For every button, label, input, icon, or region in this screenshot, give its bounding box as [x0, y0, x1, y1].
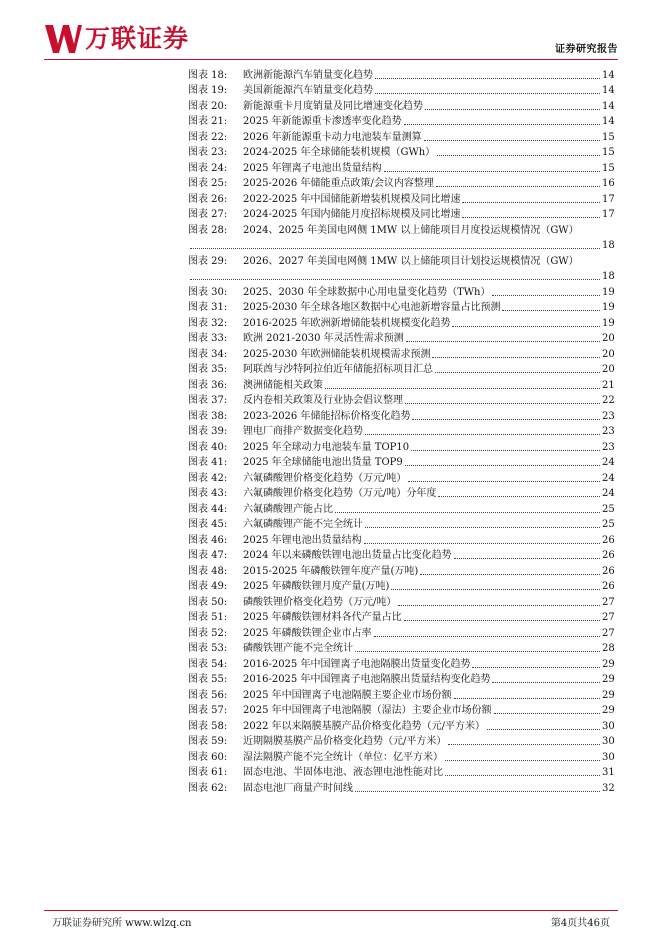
toc-entry[interactable] — [188, 175, 614, 191]
toc-entry-page: 14 — [602, 69, 615, 81]
toc-entry-number: 图表 31: — [188, 302, 228, 313]
toc-entry[interactable] — [188, 407, 614, 423]
toc-entry-number: 图表 59: — [188, 736, 228, 747]
toc-entry-page: 24 — [602, 488, 615, 499]
toc-entry-page: 20 — [602, 364, 615, 375]
toc-entry-number: 图表 57: — [188, 705, 228, 716]
toc-entry-page: 24 — [602, 472, 615, 484]
toc-entry-number: 图表 42: — [188, 472, 228, 484]
toc-leader-dots — [424, 140, 600, 141]
toc-leader-dots — [325, 388, 600, 389]
toc-entry-page: 23 — [602, 410, 615, 422]
toc-entry-number: 图表 60: — [188, 751, 228, 763]
toc-entry[interactable] — [188, 128, 614, 144]
toc-entry-page: 19 — [602, 302, 615, 313]
toc-entry[interactable] — [188, 531, 614, 547]
page-header — [0, 0, 662, 64]
toc-leader-dots — [436, 186, 600, 187]
toc-leader-dots — [355, 651, 600, 652]
toc-entry-title: 磷酸铁锂价格变化趋势（万元/吨） — [243, 596, 397, 608]
toc-leader-dots — [190, 279, 600, 280]
toc-entry[interactable] — [188, 562, 614, 578]
toc-entry-number: 图表 52: — [188, 627, 228, 639]
toc-entry-page: 23 — [602, 441, 615, 453]
brand-name: 万联证券 — [85, 24, 190, 53]
toc-entry[interactable] — [188, 516, 614, 532]
toc-entry-title: 2015-2025 年磷酸铁锂年度产量(万吨) — [243, 565, 419, 577]
toc-entry-title: 2026、2027 年美国电网侧 1MW 以上储能项目计划投运规模情况（GW） — [243, 255, 579, 267]
toc-entry[interactable] — [188, 82, 614, 98]
toc-entry-number: 图表 49: — [188, 581, 228, 592]
toc-entry-title: 2025 年锂电池出货量结构 — [243, 534, 362, 546]
toc-entry-number: 图表 61: — [188, 767, 228, 778]
toc-entry-number: 图表 55: — [188, 674, 228, 685]
toc-entry-title: 2025 年全球动力电池装车量 TOP10 — [243, 441, 410, 453]
toc-entry-title: 美国新能源汽车销量变化趋势 — [243, 85, 373, 96]
toc-entry[interactable] — [188, 113, 614, 129]
toc-leader-dots — [398, 605, 600, 606]
toc-entry-page: 29 — [602, 674, 615, 685]
toc-leader-dots — [452, 326, 600, 327]
toc-entry-page: 26 — [602, 565, 615, 577]
toc-entry-number: 图表 32: — [188, 317, 228, 329]
toc-leader-dots — [494, 713, 600, 714]
toc-entry-page: 26 — [602, 550, 615, 561]
toc-entry[interactable] — [188, 438, 614, 454]
toc-entry-title: 六氟磷酸锂产能不完全统计 — [243, 519, 363, 530]
toc-entry-page: 17 — [602, 193, 615, 205]
toc-entry-number: 图表 43: — [188, 488, 228, 499]
toc-entry[interactable] — [188, 454, 614, 470]
toc-entry-number: 图表 37: — [188, 395, 228, 406]
toc-entry-title: 2025 年新能源重卡渗透率变化趋势 — [243, 116, 402, 127]
toc-leader-dots — [384, 171, 600, 172]
toc-entry-page: 14 — [602, 100, 615, 112]
toc-entry[interactable] — [188, 159, 614, 175]
toc-entry-title: 澳洲储能相关政策 — [243, 379, 323, 391]
toc-entry-page: 27 — [602, 612, 615, 623]
toc-entry[interactable] — [188, 190, 614, 206]
toc-entry-number: 图表 47: — [188, 550, 228, 561]
toc-leader-dots — [405, 465, 600, 466]
toc-entry[interactable] — [188, 500, 614, 516]
toc-entry-title: 欧洲新能源汽车销量变化趋势 — [243, 69, 373, 81]
toc-leader-dots — [404, 620, 600, 621]
toc-leader-dots — [375, 78, 600, 79]
toc-entry-page: 26 — [602, 534, 615, 546]
toc-leader-dots — [391, 589, 600, 590]
toc-entry-page: 30 — [602, 736, 615, 747]
toc-entry-title: 新能源重卡月度销量及同比增速变化趋势 — [243, 100, 423, 112]
toc-entry-number: 图表 24: — [188, 162, 228, 174]
toc-leader-dots — [492, 295, 600, 296]
toc-entry-page: 30 — [602, 720, 615, 732]
toc-leader-dots — [425, 109, 600, 110]
toc-leader-dots — [487, 729, 600, 730]
toc-leader-dots — [454, 698, 600, 699]
toc-entry-page: 29 — [602, 689, 615, 701]
report-type-label: 证券研究报告 — [555, 44, 618, 55]
toc-entry[interactable] — [188, 469, 614, 485]
toc-entry-number: 图表 25: — [188, 178, 228, 189]
toc-entry[interactable] — [188, 764, 614, 780]
toc-entry[interactable] — [188, 97, 614, 113]
toc-entry-title: 2024、2025 年美国电网侧 1MW 以上储能项目月度投运规模情况（GW） — [243, 224, 579, 236]
toc-entry-title: 阿联酋与沙特阿拉伯近年储能招标项目汇总 — [243, 364, 433, 375]
toc-leader-dots — [435, 372, 600, 373]
toc-entry-page: 14 — [602, 116, 615, 127]
toc-entry-title: 2025、2030 年全球数据中心用电量变化趋势（TWh） — [243, 286, 491, 298]
toc-entry[interactable] — [188, 578, 614, 594]
toc-leader-dots — [420, 574, 600, 575]
toc-entry-title: 2025 年磷酸铁锂企业市占率 — [243, 627, 372, 639]
toc-entry-number: 图表 23: — [188, 147, 228, 158]
toc-entry-title: 近期隔膜基膜产品价格变化趋势（元/平方米） — [243, 736, 447, 747]
toc-entry-title: 六氟磷酸锂价格变化趋势（万元/吨）分年度 — [243, 488, 437, 499]
toc-entry-title: 2025 年磷酸铁锂材料各代产量占比 — [243, 612, 402, 623]
toc-leader-dots — [448, 744, 600, 745]
toc-entry[interactable] — [188, 733, 614, 749]
figure-table-of-contents — [188, 66, 614, 795]
toc-entry[interactable] — [188, 252, 614, 268]
toc-leader-dots — [432, 357, 600, 358]
toc-entry-title: 2025 年中国锂离子电池隔膜主要企业市场份额 — [243, 689, 452, 701]
toc-entry[interactable] — [188, 671, 614, 687]
toc-leader-dots — [365, 527, 600, 528]
toc-entry-page: 32 — [602, 782, 615, 794]
toc-entry-page: 17 — [602, 209, 615, 220]
toc-entry[interactable] — [188, 221, 614, 237]
toc-entry[interactable] — [188, 640, 614, 656]
toc-entry[interactable] — [188, 330, 614, 346]
toc-entry-page: 19 — [602, 317, 615, 329]
toc-entry[interactable] — [188, 206, 614, 222]
toc-entry-page: 21 — [602, 379, 615, 391]
toc-entry[interactable] — [188, 485, 614, 501]
toc-entry-page: 14 — [602, 85, 615, 96]
toc-entry-title: 固态电池厂商量产时间线 — [243, 782, 353, 794]
toc-entry-title: 2022 年以来隔膜基膜产品价格变化趋势（元/平方米） — [243, 720, 485, 732]
toc-entry[interactable] — [188, 392, 614, 408]
toc-leader-dots — [438, 496, 600, 497]
toc-entry-number: 图表 40: — [188, 441, 228, 453]
toc-leader-dots — [365, 434, 600, 435]
toc-leader-dots — [462, 202, 600, 203]
brand-logo — [44, 22, 189, 56]
toc-entry-number: 图表 36: — [188, 379, 228, 391]
toc-entry[interactable] — [188, 593, 614, 609]
toc-entry-number: 图表 56: — [188, 689, 228, 701]
toc-entry[interactable] — [188, 299, 614, 315]
toc-entry-number: 图表 48: — [188, 565, 228, 577]
toc-entry-page: 31 — [602, 767, 615, 778]
toc-entry-page: 22 — [602, 395, 615, 406]
toc-entry-number: 图表 45: — [188, 519, 228, 530]
header-divider — [44, 59, 618, 60]
toc-leader-dots — [404, 124, 600, 125]
toc-entry-number: 图表 22: — [188, 131, 228, 143]
toc-leader-dots — [335, 512, 600, 513]
toc-leader-dots — [454, 558, 600, 559]
toc-entry-number: 图表 46: — [188, 534, 228, 546]
toc-leader-dots — [406, 341, 600, 342]
toc-entry-number: 图表 38: — [188, 410, 228, 422]
toc-entry[interactable] — [188, 283, 614, 299]
toc-entry[interactable] — [188, 624, 614, 640]
toc-entry-number: 图表 30: — [188, 286, 228, 298]
toc-entry[interactable] — [188, 345, 614, 361]
toc-entry[interactable] — [188, 314, 614, 330]
toc-leader-dots — [364, 543, 600, 544]
toc-entry-title: 2023-2026 年储能招标价格变化趋势 — [243, 410, 411, 422]
toc-entry-page: 15 — [602, 162, 615, 174]
footer-institute: 万联证券研究所 www.wlzq.cn — [52, 918, 192, 929]
toc-entry-continuation[interactable] — [188, 237, 614, 253]
toc-entry-page: 25 — [602, 519, 615, 530]
toc-entry-title: 2025 年全球储能电池出货量 TOP9 — [243, 457, 403, 468]
toc-entry-title: 2026 年新能源重卡动力电池装车量测算 — [243, 131, 422, 143]
toc-entry-title: 2024 年以来磷酸铁锂电池出货量占比变化趋势 — [243, 550, 452, 561]
toc-leader-dots — [405, 403, 600, 404]
toc-entry-continuation[interactable] — [188, 268, 614, 284]
toc-entry-number: 图表 26: — [188, 193, 228, 205]
toc-entry[interactable] — [188, 609, 614, 625]
toc-entry-page: 23 — [602, 426, 615, 437]
toc-entry-title: 磷酸铁锂产能不完全统计 — [243, 643, 353, 654]
toc-entry-number: 图表 58: — [188, 720, 228, 732]
toc-entry[interactable] — [188, 376, 614, 392]
footer-divider — [44, 910, 618, 911]
toc-entry[interactable] — [188, 717, 614, 733]
toc-leader-dots — [355, 791, 600, 792]
toc-leader-dots — [492, 682, 600, 683]
toc-entry-page: 15 — [602, 131, 615, 143]
toc-entry-number: 图表 44: — [188, 503, 228, 515]
toc-leader-dots — [190, 248, 600, 249]
toc-leader-dots — [375, 93, 600, 94]
toc-entry-number: 图表 18: — [188, 69, 228, 81]
toc-entry-page: 28 — [602, 643, 615, 654]
toc-entry-page: 26 — [602, 581, 615, 592]
toc-entry-number: 图表 51: — [188, 612, 228, 623]
toc-entry[interactable] — [188, 655, 614, 671]
toc-entry-title: 固态电池、半固体电池、液态锂电池性能对比 — [243, 767, 443, 778]
toc-entry-number: 图表 21: — [188, 116, 228, 127]
toc-entry-number: 图表 29: — [188, 255, 228, 267]
toc-entry-number: 图表 53: — [188, 643, 228, 654]
toc-entry-title: 反内卷相关政策及行业协会倡议整理 — [243, 395, 403, 406]
footer-page-number: 第4页共46页 — [550, 918, 610, 929]
toc-entry-page: 24 — [602, 457, 615, 468]
toc-entry-page: 18 — [602, 271, 615, 282]
toc-entry[interactable] — [188, 547, 614, 563]
toc-entry-title: 2024-2025 年国内储能月度招标规模及同比增速 — [243, 209, 461, 220]
toc-entry-title: 锂电厂商排产数据变化趋势 — [243, 426, 363, 437]
toc-entry-title: 六氟磷酸锂价格变化趋势（万元/吨） — [243, 472, 407, 484]
toc-entry-title: 湿法隔膜产能不完全统计（单位：亿平方米） — [243, 751, 443, 763]
toc-leader-dots — [408, 481, 600, 482]
toc-leader-dots — [502, 310, 600, 311]
toc-entry[interactable] — [188, 66, 614, 82]
wanlian-w-logo-icon — [44, 22, 82, 56]
toc-entry-page: 25 — [602, 503, 615, 515]
toc-entry-number: 图表 39: — [188, 426, 228, 437]
toc-entry-title: 2024-2025 年全球储能装机规模（GWh） — [243, 147, 436, 158]
toc-entry-page: 27 — [602, 627, 615, 639]
toc-entry-title: 2025-2030 年欧洲储能装机规模需求预测 — [243, 348, 431, 360]
toc-leader-dots — [437, 155, 600, 156]
toc-entry-title: 2025 年锂离子电池出货量结构 — [243, 162, 382, 174]
toc-entry-title: 2025 年磷酸铁锂月度产量(万吨) — [243, 581, 390, 592]
toc-leader-dots — [472, 667, 600, 668]
toc-entry[interactable] — [188, 779, 614, 795]
toc-entry-title: 2025-2030 年全球各地区数据中心电池新增容量占比预测 — [243, 302, 501, 313]
toc-leader-dots — [374, 636, 600, 637]
toc-entry-page: 27 — [602, 596, 615, 608]
toc-entry-number: 图表 35: — [188, 364, 228, 375]
toc-entry-number: 图表 50: — [188, 596, 228, 608]
toc-entry-page: 20 — [602, 333, 615, 344]
toc-entry[interactable] — [188, 144, 614, 160]
toc-leader-dots — [411, 450, 600, 451]
toc-entry[interactable] — [188, 686, 614, 702]
toc-entry-page: 15 — [602, 147, 615, 158]
toc-entry-title: 2025 年中国锂离子电池隔膜（湿法）主要企业市场份额 — [243, 705, 492, 716]
toc-entry-number: 图表 28: — [188, 224, 228, 236]
toc-entry[interactable] — [188, 423, 614, 439]
toc-entry-title: 2016-2025 年欧洲新增储能装机规模变化趋势 — [243, 317, 451, 329]
toc-entry-number: 图表 33: — [188, 333, 228, 344]
toc-entry-number: 图表 20: — [188, 100, 228, 112]
toc-entry-title: 2025-2026 年储能重点政策/会议内容整理 — [243, 178, 434, 189]
toc-entry-page: 29 — [602, 658, 615, 670]
toc-entry-page: 29 — [602, 705, 615, 716]
toc-entry-page: 20 — [602, 348, 615, 360]
toc-entry-title: 六氟磷酸锂产能占比 — [243, 503, 333, 515]
toc-entry-page: 30 — [602, 751, 615, 763]
toc-entry-title: 2016-2025 年中国锂离子电池隔膜出货量变化趋势 — [243, 658, 471, 670]
toc-entry-page: 19 — [602, 286, 615, 298]
toc-leader-dots — [445, 775, 600, 776]
toc-entry[interactable] — [188, 748, 614, 764]
toc-leader-dots — [445, 760, 600, 761]
toc-entry[interactable] — [188, 361, 614, 377]
toc-entry-number: 图表 19: — [188, 85, 228, 96]
toc-entry-title: 2022-2025 年中国储能新增装机规模及同比增速 — [243, 193, 461, 205]
toc-entry[interactable] — [188, 702, 614, 718]
toc-leader-dots — [462, 217, 600, 218]
toc-entry-title: 2016-2025 年中国锂离子电池隔膜出货量结构变化趋势 — [243, 674, 491, 685]
toc-entry-title: 欧洲 2021-2030 年灵活性需求预测 — [243, 333, 404, 344]
toc-entry-number: 图表 34: — [188, 348, 228, 360]
toc-leader-dots — [412, 419, 600, 420]
toc-entry-number: 图表 27: — [188, 209, 228, 220]
toc-entry-page: 18 — [602, 240, 615, 251]
toc-entry-page: 16 — [602, 178, 615, 189]
toc-entry-number: 图表 41: — [188, 457, 228, 468]
toc-entry-number: 图表 62: — [188, 782, 228, 794]
toc-entry-number: 图表 54: — [188, 658, 228, 670]
